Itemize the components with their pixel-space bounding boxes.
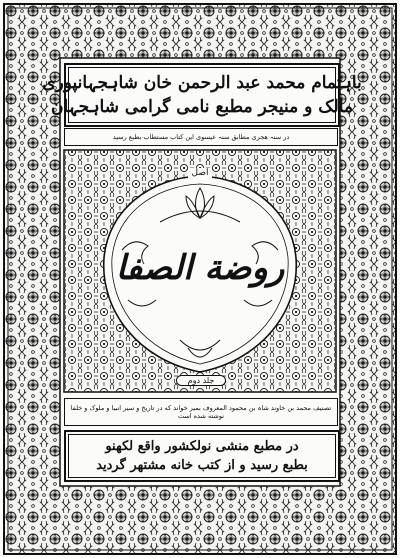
book-title: روضة الصفا [115, 248, 285, 288]
volume-label: جلد دوم [176, 375, 226, 386]
header-line-1: باہتمام محمد عبد الرحمن خان شاہجہانپوری [42, 73, 362, 93]
footer-cartouche [64, 430, 340, 482]
medallion-top-label: اصل [188, 168, 212, 178]
author-notice-text: تصنیف محمد بن خاوند شاہ بن محمود المعروف بمیر خواند که در تاریخ و سیر انبیا و ملوک و خلفا نوشته شده است [70, 404, 332, 420]
sub-header-strip [64, 128, 338, 146]
author-notice-strip [64, 398, 338, 426]
header-line-2: مالک و منیجر مطبع نامی گرامی شاہجہان [50, 97, 353, 117]
sub-header-text: در سنہ هجری مطابق سنہ عیسوی این کتاب مستطاب بطبع رسید [112, 133, 290, 141]
header-cartouche [42, 63, 362, 127]
footer-line-2: بطبع رسید و از کتب خانه مشتهر گردید [96, 458, 308, 473]
footer-line-1: در مطبع منشی نولکشور واقع لکھنو [105, 439, 299, 454]
